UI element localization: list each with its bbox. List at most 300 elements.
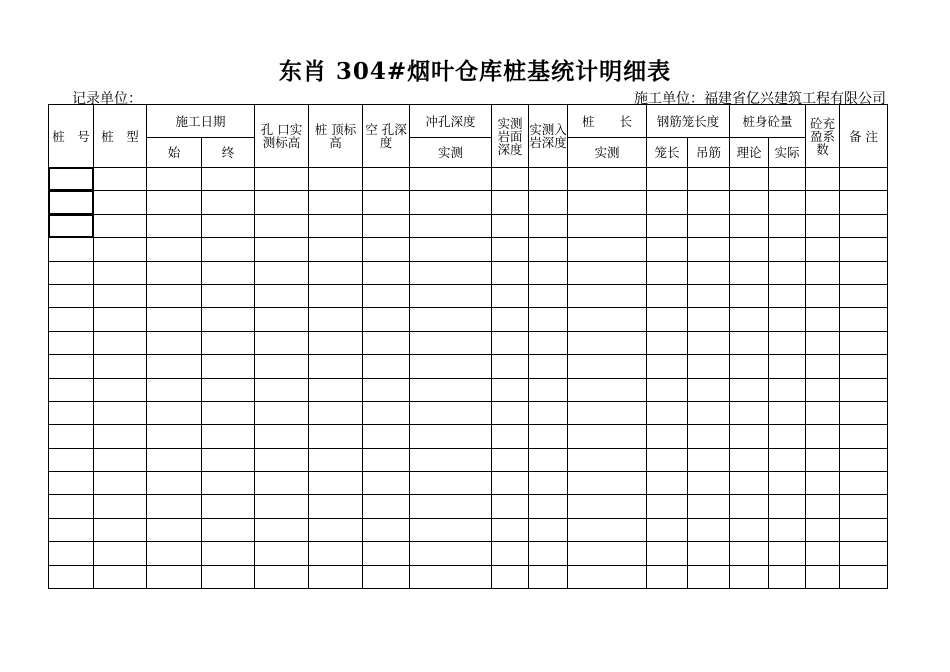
table-cell[interactable]: [769, 331, 806, 354]
table-cell[interactable]: [688, 565, 730, 588]
table-cell[interactable]: [49, 401, 94, 424]
table-cell[interactable]: [647, 518, 688, 541]
table-cell[interactable]: [309, 518, 363, 541]
table-cell[interactable]: [49, 308, 94, 331]
table-cell[interactable]: [363, 518, 410, 541]
table-cell[interactable]: [94, 168, 147, 191]
table-cell[interactable]: [730, 214, 769, 237]
table-cell[interactable]: [647, 308, 688, 331]
table-cell[interactable]: [363, 448, 410, 471]
table-cell[interactable]: [255, 472, 309, 495]
table-cell[interactable]: [49, 191, 94, 214]
table-cell[interactable]: [202, 191, 255, 214]
table-cell[interactable]: [647, 191, 688, 214]
table-cell[interactable]: [769, 401, 806, 424]
table-cell[interactable]: [492, 495, 529, 518]
table-cell[interactable]: [410, 214, 492, 237]
table-cell[interactable]: [529, 238, 568, 261]
table-cell[interactable]: [410, 518, 492, 541]
table-cell[interactable]: [529, 565, 568, 588]
table-cell[interactable]: [255, 355, 309, 378]
table-cell[interactable]: [730, 378, 769, 401]
table-cell[interactable]: [94, 425, 147, 448]
table-cell[interactable]: [202, 238, 255, 261]
table-cell[interactable]: [688, 331, 730, 354]
table-cell[interactable]: [806, 542, 840, 565]
table-cell[interactable]: [529, 355, 568, 378]
table-cell[interactable]: [94, 378, 147, 401]
table-cell[interactable]: [49, 378, 94, 401]
table-cell[interactable]: [647, 472, 688, 495]
table-cell[interactable]: [840, 472, 888, 495]
table-cell[interactable]: [410, 565, 492, 588]
table-cell[interactable]: [647, 378, 688, 401]
table-cell[interactable]: [309, 401, 363, 424]
table-cell[interactable]: [309, 331, 363, 354]
table-cell[interactable]: [568, 565, 647, 588]
table-cell[interactable]: [255, 542, 309, 565]
table-cell[interactable]: [94, 448, 147, 471]
table-cell[interactable]: [730, 308, 769, 331]
table-cell[interactable]: [492, 308, 529, 331]
table-cell[interactable]: [309, 284, 363, 307]
table-cell[interactable]: [94, 355, 147, 378]
table-cell[interactable]: [255, 331, 309, 354]
table-cell[interactable]: [147, 191, 202, 214]
table-cell[interactable]: [769, 168, 806, 191]
table-cell[interactable]: [309, 495, 363, 518]
table-cell[interactable]: [688, 401, 730, 424]
table-cell[interactable]: [647, 261, 688, 284]
table-cell[interactable]: [410, 284, 492, 307]
table-cell[interactable]: [94, 565, 147, 588]
table-cell[interactable]: [147, 448, 202, 471]
table-cell[interactable]: [49, 518, 94, 541]
table-cell[interactable]: [529, 331, 568, 354]
table-cell[interactable]: [529, 261, 568, 284]
table-cell[interactable]: [49, 261, 94, 284]
table-cell[interactable]: [647, 331, 688, 354]
table-cell[interactable]: [806, 518, 840, 541]
table-cell[interactable]: [806, 448, 840, 471]
table-cell[interactable]: [147, 261, 202, 284]
table-cell[interactable]: [730, 284, 769, 307]
table-cell[interactable]: [730, 355, 769, 378]
table-cell[interactable]: [529, 425, 568, 448]
table-cell[interactable]: [769, 425, 806, 448]
table-cell[interactable]: [529, 168, 568, 191]
table-cell[interactable]: [309, 542, 363, 565]
table-cell[interactable]: [769, 355, 806, 378]
table-cell[interactable]: [568, 261, 647, 284]
table-cell[interactable]: [309, 355, 363, 378]
table-cell[interactable]: [363, 378, 410, 401]
table-cell[interactable]: [647, 565, 688, 588]
table-cell[interactable]: [769, 261, 806, 284]
table-cell[interactable]: [730, 425, 769, 448]
table-cell[interactable]: [410, 331, 492, 354]
table-cell[interactable]: [568, 542, 647, 565]
table-cell[interactable]: [769, 448, 806, 471]
table-cell[interactable]: [529, 191, 568, 214]
table-cell[interactable]: [49, 472, 94, 495]
table-cell[interactable]: [410, 191, 492, 214]
table-cell[interactable]: [255, 168, 309, 191]
table-cell[interactable]: [730, 168, 769, 191]
table-cell[interactable]: [840, 518, 888, 541]
table-cell[interactable]: [840, 495, 888, 518]
table-cell[interactable]: [568, 214, 647, 237]
table-cell[interactable]: [147, 495, 202, 518]
table-cell[interactable]: [806, 495, 840, 518]
table-cell[interactable]: [568, 378, 647, 401]
table-cell[interactable]: [529, 401, 568, 424]
table-cell[interactable]: [255, 284, 309, 307]
table-cell[interactable]: [309, 214, 363, 237]
table-cell[interactable]: [688, 448, 730, 471]
table-cell[interactable]: [492, 378, 529, 401]
table-cell[interactable]: [769, 308, 806, 331]
table-cell[interactable]: [147, 168, 202, 191]
table-cell[interactable]: [49, 565, 94, 588]
table-cell[interactable]: [49, 425, 94, 448]
table-cell[interactable]: [568, 331, 647, 354]
table-cell[interactable]: [363, 495, 410, 518]
table-cell[interactable]: [529, 495, 568, 518]
table-cell[interactable]: [147, 378, 202, 401]
table-cell[interactable]: [309, 448, 363, 471]
table-cell[interactable]: [363, 355, 410, 378]
table-cell[interactable]: [363, 542, 410, 565]
table-cell[interactable]: [492, 331, 529, 354]
table-cell[interactable]: [410, 472, 492, 495]
table-cell[interactable]: [688, 495, 730, 518]
table-cell[interactable]: [49, 214, 94, 237]
table-cell[interactable]: [492, 214, 529, 237]
table-cell[interactable]: [255, 191, 309, 214]
table-cell[interactable]: [363, 331, 410, 354]
table-cell[interactable]: [730, 261, 769, 284]
table-cell[interactable]: [492, 425, 529, 448]
table-cell[interactable]: [94, 331, 147, 354]
table-cell[interactable]: [730, 472, 769, 495]
table-cell[interactable]: [49, 448, 94, 471]
table-cell[interactable]: [49, 331, 94, 354]
table-cell[interactable]: [688, 472, 730, 495]
table-cell[interactable]: [202, 168, 255, 191]
table-cell[interactable]: [529, 378, 568, 401]
table-cell[interactable]: [202, 284, 255, 307]
table-cell[interactable]: [363, 472, 410, 495]
table-cell[interactable]: [647, 355, 688, 378]
table-cell[interactable]: [309, 378, 363, 401]
table-cell[interactable]: [147, 425, 202, 448]
table-cell[interactable]: [255, 425, 309, 448]
table-cell[interactable]: [568, 495, 647, 518]
table-cell[interactable]: [688, 378, 730, 401]
table-cell[interactable]: [730, 542, 769, 565]
table-cell[interactable]: [840, 168, 888, 191]
table-cell[interactable]: [202, 565, 255, 588]
table-cell[interactable]: [806, 308, 840, 331]
table-cell[interactable]: [309, 565, 363, 588]
table-cell[interactable]: [568, 472, 647, 495]
table-cell[interactable]: [769, 565, 806, 588]
table-cell[interactable]: [647, 495, 688, 518]
table-cell[interactable]: [769, 378, 806, 401]
table-cell[interactable]: [202, 331, 255, 354]
table-cell[interactable]: [840, 565, 888, 588]
table-cell[interactable]: [806, 378, 840, 401]
table-cell[interactable]: [568, 168, 647, 191]
table-cell[interactable]: [769, 518, 806, 541]
table-cell[interactable]: [529, 284, 568, 307]
table-cell[interactable]: [255, 565, 309, 588]
table-cell[interactable]: [769, 495, 806, 518]
table-cell[interactable]: [492, 238, 529, 261]
table-cell[interactable]: [255, 214, 309, 237]
table-cell[interactable]: [806, 191, 840, 214]
table-cell[interactable]: [410, 542, 492, 565]
table-cell[interactable]: [529, 308, 568, 331]
table-cell[interactable]: [647, 542, 688, 565]
table-cell[interactable]: [529, 518, 568, 541]
table-cell[interactable]: [147, 565, 202, 588]
table-cell[interactable]: [529, 448, 568, 471]
table-cell[interactable]: [688, 261, 730, 284]
table-cell[interactable]: [202, 308, 255, 331]
table-cell[interactable]: [806, 214, 840, 237]
table-cell[interactable]: [492, 448, 529, 471]
table-cell[interactable]: [202, 214, 255, 237]
table-cell[interactable]: [363, 214, 410, 237]
table-cell[interactable]: [492, 355, 529, 378]
table-cell[interactable]: [647, 425, 688, 448]
table-cell[interactable]: [410, 238, 492, 261]
table-cell[interactable]: [840, 448, 888, 471]
table-cell[interactable]: [94, 191, 147, 214]
table-cell[interactable]: [840, 401, 888, 424]
table-cell[interactable]: [202, 472, 255, 495]
table-cell[interactable]: [492, 401, 529, 424]
table-cell[interactable]: [94, 472, 147, 495]
table-cell[interactable]: [94, 284, 147, 307]
table-cell[interactable]: [94, 261, 147, 284]
table-cell[interactable]: [255, 308, 309, 331]
table-cell[interactable]: [410, 261, 492, 284]
table-cell[interactable]: [147, 238, 202, 261]
table-cell[interactable]: [255, 518, 309, 541]
table-cell[interactable]: [529, 214, 568, 237]
table-cell[interactable]: [147, 542, 202, 565]
table-cell[interactable]: [309, 472, 363, 495]
table-cell[interactable]: [363, 284, 410, 307]
table-cell[interactable]: [647, 284, 688, 307]
table-cell[interactable]: [730, 518, 769, 541]
table-cell[interactable]: [94, 238, 147, 261]
table-cell[interactable]: [255, 401, 309, 424]
table-cell[interactable]: [363, 168, 410, 191]
table-cell[interactable]: [492, 472, 529, 495]
table-cell[interactable]: [529, 472, 568, 495]
table-cell[interactable]: [410, 355, 492, 378]
table-cell[interactable]: [647, 168, 688, 191]
table-cell[interactable]: [568, 284, 647, 307]
table-cell[interactable]: [410, 495, 492, 518]
table-cell[interactable]: [840, 191, 888, 214]
table-cell[interactable]: [94, 518, 147, 541]
table-cell[interactable]: [806, 425, 840, 448]
table-cell[interactable]: [730, 331, 769, 354]
table-cell[interactable]: [840, 331, 888, 354]
table-cell[interactable]: [147, 472, 202, 495]
table-cell[interactable]: [147, 518, 202, 541]
table-cell[interactable]: [410, 168, 492, 191]
table-cell[interactable]: [147, 355, 202, 378]
table-cell[interactable]: [363, 261, 410, 284]
table-cell[interactable]: [202, 495, 255, 518]
table-cell[interactable]: [49, 495, 94, 518]
table-cell[interactable]: [730, 565, 769, 588]
table-cell[interactable]: [202, 355, 255, 378]
table-cell[interactable]: [255, 238, 309, 261]
table-cell[interactable]: [94, 495, 147, 518]
table-cell[interactable]: [309, 308, 363, 331]
table-cell[interactable]: [769, 238, 806, 261]
table-cell[interactable]: [309, 191, 363, 214]
table-cell[interactable]: [806, 472, 840, 495]
table-cell[interactable]: [730, 495, 769, 518]
table-cell[interactable]: [688, 284, 730, 307]
table-cell[interactable]: [410, 425, 492, 448]
table-cell[interactable]: [568, 401, 647, 424]
table-cell[interactable]: [363, 308, 410, 331]
table-cell[interactable]: [806, 284, 840, 307]
table-cell[interactable]: [647, 238, 688, 261]
table-cell[interactable]: [840, 238, 888, 261]
table-cell[interactable]: [49, 284, 94, 307]
table-cell[interactable]: [730, 238, 769, 261]
table-cell[interactable]: [492, 261, 529, 284]
table-cell[interactable]: [202, 401, 255, 424]
table-cell[interactable]: [147, 401, 202, 424]
table-cell[interactable]: [806, 238, 840, 261]
table-cell[interactable]: [568, 425, 647, 448]
table-cell[interactable]: [94, 308, 147, 331]
table-cell[interactable]: [492, 191, 529, 214]
table-cell[interactable]: [49, 168, 94, 191]
table-cell[interactable]: [688, 542, 730, 565]
table-cell[interactable]: [730, 401, 769, 424]
table-cell[interactable]: [309, 238, 363, 261]
table-cell[interactable]: [492, 168, 529, 191]
table-cell[interactable]: [840, 542, 888, 565]
table-cell[interactable]: [492, 542, 529, 565]
table-cell[interactable]: [769, 214, 806, 237]
table-cell[interactable]: [568, 355, 647, 378]
table-cell[interactable]: [840, 308, 888, 331]
table-cell[interactable]: [688, 425, 730, 448]
table-cell[interactable]: [410, 308, 492, 331]
table-cell[interactable]: [363, 191, 410, 214]
table-cell[interactable]: [688, 238, 730, 261]
table-cell[interactable]: [688, 214, 730, 237]
table-cell[interactable]: [568, 518, 647, 541]
table-cell[interactable]: [688, 518, 730, 541]
table-cell[interactable]: [49, 238, 94, 261]
table-cell[interactable]: [688, 355, 730, 378]
table-cell[interactable]: [806, 401, 840, 424]
table-cell[interactable]: [309, 425, 363, 448]
table-cell[interactable]: [568, 448, 647, 471]
table-cell[interactable]: [255, 261, 309, 284]
table-cell[interactable]: [147, 214, 202, 237]
table-cell[interactable]: [255, 378, 309, 401]
table-cell[interactable]: [410, 401, 492, 424]
table-cell[interactable]: [202, 518, 255, 541]
table-cell[interactable]: [840, 284, 888, 307]
table-cell[interactable]: [769, 284, 806, 307]
table-cell[interactable]: [840, 378, 888, 401]
table-cell[interactable]: [647, 214, 688, 237]
table-cell[interactable]: [202, 261, 255, 284]
table-cell[interactable]: [94, 542, 147, 565]
table-cell[interactable]: [49, 542, 94, 565]
table-cell[interactable]: [255, 495, 309, 518]
table-cell[interactable]: [730, 448, 769, 471]
table-cell[interactable]: [568, 191, 647, 214]
table-cell[interactable]: [202, 542, 255, 565]
table-cell[interactable]: [769, 191, 806, 214]
table-cell[interactable]: [363, 401, 410, 424]
table-cell[interactable]: [363, 425, 410, 448]
table-cell[interactable]: [529, 542, 568, 565]
table-cell[interactable]: [492, 518, 529, 541]
table-cell[interactable]: [202, 425, 255, 448]
table-cell[interactable]: [410, 378, 492, 401]
table-cell[interactable]: [769, 542, 806, 565]
table-cell[interactable]: [688, 191, 730, 214]
table-cell[interactable]: [309, 261, 363, 284]
table-cell[interactable]: [647, 401, 688, 424]
table-cell[interactable]: [492, 565, 529, 588]
table-cell[interactable]: [202, 448, 255, 471]
table-cell[interactable]: [94, 214, 147, 237]
table-cell[interactable]: [568, 238, 647, 261]
table-cell[interactable]: [492, 284, 529, 307]
table-cell[interactable]: [363, 565, 410, 588]
table-cell[interactable]: [688, 168, 730, 191]
table-cell[interactable]: [147, 308, 202, 331]
table-cell[interactable]: [568, 308, 647, 331]
table-cell[interactable]: [688, 308, 730, 331]
table-cell[interactable]: [840, 261, 888, 284]
table-cell[interactable]: [806, 565, 840, 588]
table-cell[interactable]: [769, 472, 806, 495]
table-cell[interactable]: [806, 355, 840, 378]
table-cell[interactable]: [730, 191, 769, 214]
table-cell[interactable]: [147, 284, 202, 307]
table-cell[interactable]: [94, 401, 147, 424]
table-cell[interactable]: [49, 355, 94, 378]
table-cell[interactable]: [840, 214, 888, 237]
table-cell[interactable]: [840, 355, 888, 378]
table-cell[interactable]: [202, 378, 255, 401]
table-cell[interactable]: [806, 261, 840, 284]
table-cell[interactable]: [840, 425, 888, 448]
table-cell[interactable]: [806, 331, 840, 354]
table-cell[interactable]: [255, 448, 309, 471]
